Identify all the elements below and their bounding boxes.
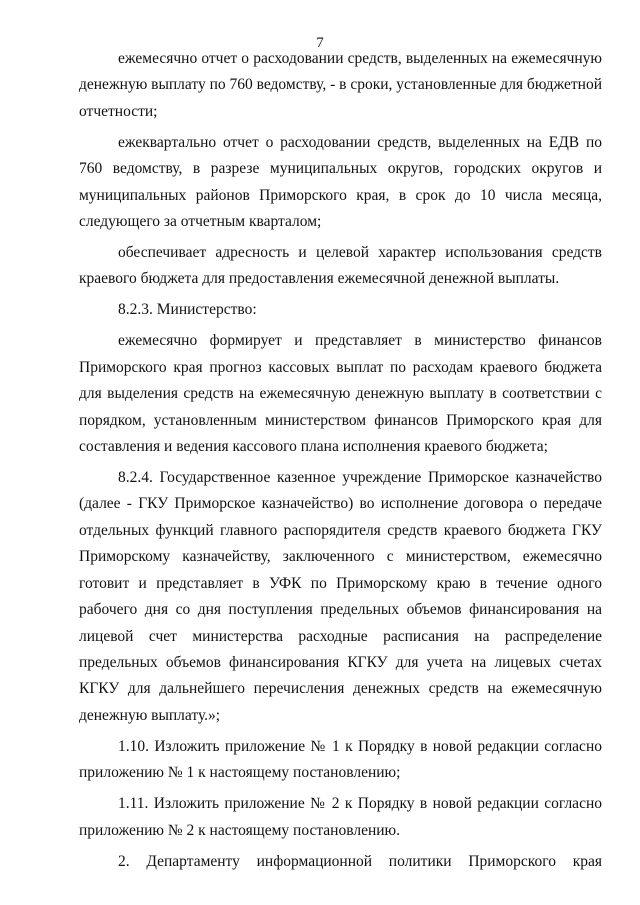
document-body — [79, 46, 602, 875]
paragraph-item-1-11: 1.11. Изложить приложение № 2 к Порядку в новой редакции согласно приложению № 2 к настоящему постановлению. — [79, 795, 602, 839]
page-number: 7 — [316, 35, 324, 51]
paragraph-targeted-use: обеспечивает адресность и целевой характер использования средств краевого бюджета для предоставления ежемесячной денежной выплаты. — [79, 244, 602, 288]
paragraph-ministry-forecast: ежемесячно формирует и представляет в министерство финансов Приморского края прогноз кассовых выплат по расходам краевого бюджета для выделения средств на ежемесячную денежную выплату в соответствии с порядком, установленным министерством финансов Приморского края для составления и ведения кассового плана исполнения краевого бюджета; — [79, 332, 602, 456]
paragraph-monthly-report: ежемесячно отчет о расходовании средств, выделенных на ежемесячную денежную выплату по 760 ведомству, - в сроки, установленные для бюджетной отчетности; — [79, 50, 602, 120]
paragraph-quarterly-report: ежеквартально отчет о расходовании средств, выделенных на ЕДВ по 760 ведомству, в разрезе муниципальных округов, городских округов и муниципальных районов Приморского края, в срок до 10 числа месяца, следующего за отчетным кварталом; — [79, 133, 602, 231]
paragraph-ministry-heading: 8.2.3. Министерство: — [118, 301, 257, 319]
paragraph-item-2: 2. Департаменту информационной политики Приморского края — [118, 852, 602, 870]
paragraph-treasury: 8.2.4. Государственное казенное учреждение Приморское казначейство (далее - ГКУ Приморское казначейство) во исполнение договора о передаче отдельных функций главного распорядителя средств краевого бюджета ГКУ Приморскому казначейству, заключенного с министерством, ежемесячно готовит и представляет в УФК по Приморскому краю в течение одного рабочего дня со дня поступления предельных объемов финансирования на лицевой счет министерства расходные расписания на распределение предельных объемов финансирования КГКУ для учета на лицевых счетах КГКУ для дальнейшего перечисления денежных средств на ежемесячную денежную выплату.»; — [79, 469, 602, 724]
paragraph-item-1-10: 1.10. Изложить приложение № 1 к Порядку в новой редакции согласно приложению № 1 к настоящему постановлению; — [79, 737, 602, 782]
